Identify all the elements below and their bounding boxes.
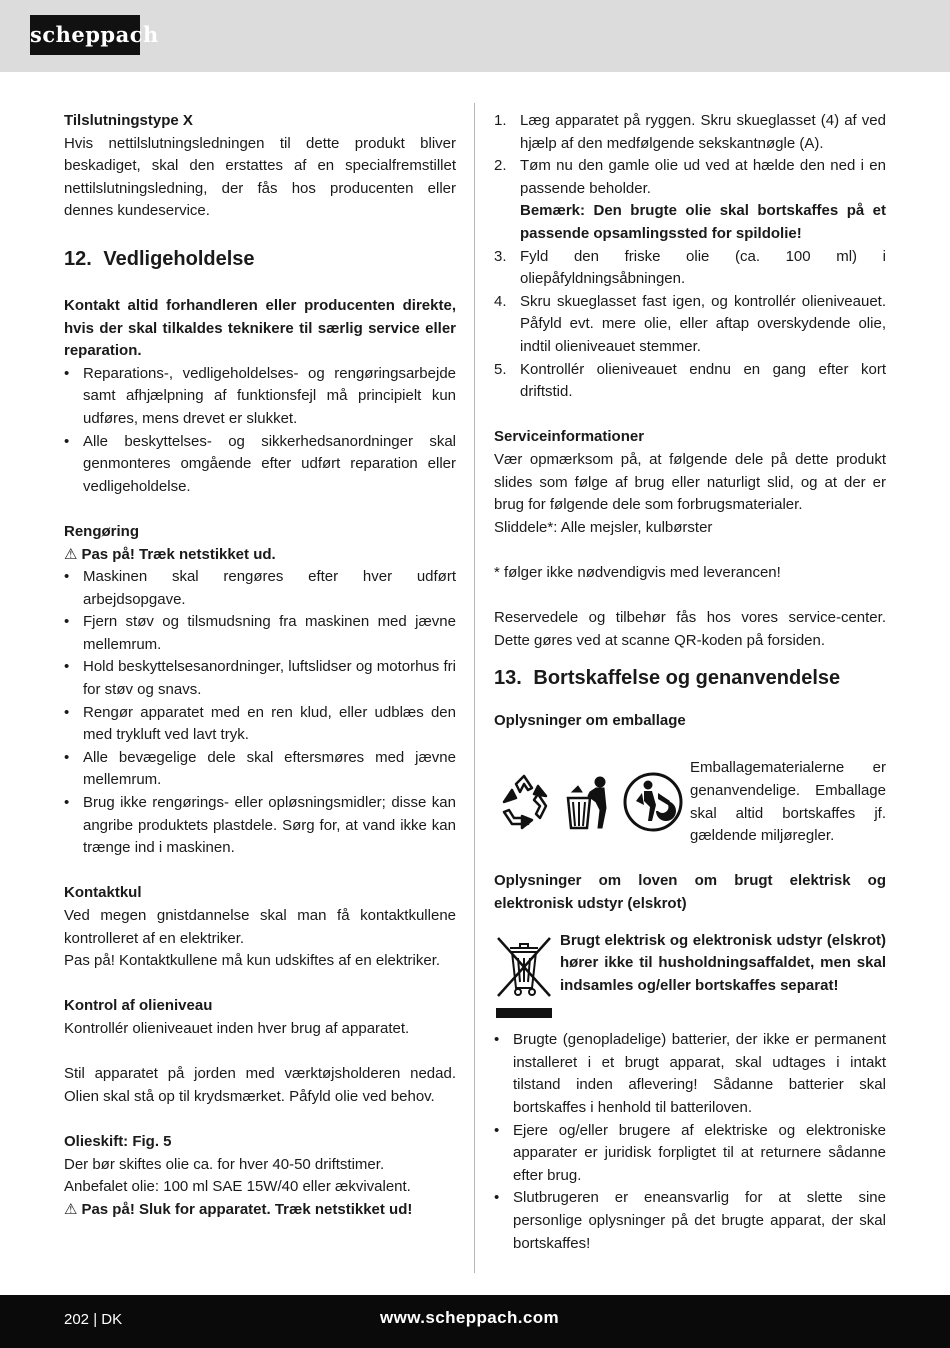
packaging-text: Emballagematerialerne er genanvendelige. Emballage skal altid bortskaffes jf. gældende miljøregler. [690,759,886,845]
step-text: Tøm nu den gamle olie ud ved at hælde den ned i en passende beholder. [520,157,886,197]
step-number: 2. [494,157,507,175]
column-divider [474,103,475,1273]
carbon-brush-title: Kontaktkul [64,884,142,902]
oil-change-recommendation: Anbefalet olie: 100 ml SAE 15W/40 eller ækvivalent. [64,1178,411,1196]
list-item: • Maskinen skal rengøres efter hver udført arbejdsopgave. [64,566,456,611]
section-12-heading [64,245,456,273]
step-number: 1. [494,112,507,129]
maintenance-list [64,363,456,499]
step-item [494,155,886,245]
weee-info [494,930,886,1030]
page-footer [0,1295,950,1348]
scheppach-logo: scheppach [30,15,140,55]
section-number: 12. [64,247,92,270]
cleaning-warning [64,544,456,567]
weee-list [494,1029,886,1255]
service-info-title: Serviceinformationer [494,428,645,446]
carbon-brush-warning: Pas på! Kontaktkullene må kun udskiftes af en elektriker. [64,952,441,970]
list-item: • Alle bevægelige dele skal eftersmøres med jævne mellemrum. [64,747,456,792]
weee-statement: Brugt elektrisk og elektronisk udstyr (elskrot) hører ikke til husholdningsaffaldet, men skal indsamles og/eller bortskaffes separat! [560,931,886,994]
weee-title: Oplysninger om loven om brugt elektrisk og elektronisk udstyr (elskrot) [494,872,886,912]
page-number: 202 | DK [64,1311,123,1328]
packaging-info [494,757,886,847]
list-item: • Ejere og/eller brugere af elektriske og elektroniske apparater er juridisk forpligtet til at returnere sådanne efter brug. [494,1120,886,1188]
section-number: 13. [494,667,522,690]
list-item: • Brug ikke rengørings- eller opløsningsmidler; disse kan angribe produktets plastdele. Sørg for, at vand ikke kan trænge ind i maskinen. [64,792,456,860]
connection-type-text: Hvis nettilslutningsledningen til dette produkt bliver beskadiget, skal den erstattes af en specialfremstillet nettilslutningsledning, der fås hos producenten eller dennes kundeservice. [64,134,456,220]
service-info-text: Vær opmærksom på, at følgende dele på dette produkt slides som følge af brug eller naturligt slid, og at der er brug for følgende dele som forbrugsmaterialer. [494,450,886,514]
list-item: • Hold beskyttelsesanordninger, luftslidser og motorhus fri for støv og snavs. [64,656,456,701]
recycle-icon [494,772,554,832]
page-header [0,0,950,72]
wear-parts: Sliddele*: Alle mejsler, kulbørster [494,518,713,536]
crossed-bin-icon [494,932,554,1022]
warning-text: Pas på! Sluk for apparatet. Træk netstikket ud! [81,1200,413,1218]
footnote: * følger ikke nødvendigvis med leverancen! [494,563,781,581]
step-item [494,291,886,359]
oil-level-instructions: Stil apparatet på jorden med værktøjsholderen nedad. Olien skal stå op til krydsmærket. Påfyld olie ved behov. [64,1065,456,1105]
step-text: Læg apparatet på ryggen. Skru skueglasset (4) af ved hjælp af den medfølgende sekskantnøgle (A). [520,112,886,152]
oil-change-warning [64,1199,456,1222]
section-title: Bortskaffelse og genanvendelse [533,667,841,690]
step-item [494,110,886,155]
left-column [64,110,456,1221]
cleaning-title: Rengøring [64,522,139,540]
warning-triangle-icon: ⚠ [64,545,78,563]
oil-change-steps [494,110,886,404]
warning-triangle-icon: ⚠ [64,1200,78,1218]
oil-change-interval: Der bør skiftes olie ca. for hver 40-50 driftstimer. [64,1155,385,1173]
recycle-person-icon [622,771,684,833]
step-item [494,359,886,404]
cleaning-list [64,566,456,860]
step-item [494,246,886,291]
spare-parts-text: Reservedele og tilbehør fås hos vores service-center. Dette gøres ved at scanne QR-koden på forsiden. [494,609,886,649]
list-item: • Brugte (genopladelige) batterier, der ikke er permanent installeret i et brugt apparat, skal udtages i intakt tilstand inden aflevering! Sådanne batterier skal bortskaffes i henhold til batteriloven. [494,1029,886,1119]
list-item: • Rengør apparatet med en ren klud, eller udblæs den med trykluft ved lavt tryk. [64,702,456,747]
oil-change-title: Olieskift: Fig. 5 [64,1132,172,1150]
tidyman-icon [560,772,616,832]
right-column [494,110,886,1255]
step-text: Kontrollér olieniveauet endnu en gang efter kort driftstid. [520,360,886,401]
list-item: • Alle beskyttelses- og sikkerhedsanordninger skal genmonteres omgående efter udført reparation eller vedligeholdelse. [64,431,456,499]
list-item: • Fjern støv og tilsmudsning fra maskinen med jævne mellemrum. [64,611,456,656]
oil-level-text: Kontrollér olieniveauet inden hver brug af apparatet. [64,1019,410,1037]
step-number: 5. [494,360,507,378]
section-title: Vedligeholdelse [103,247,255,270]
website-link[interactable]: www.scheppach.com [380,1308,560,1327]
weee-icon-wrap [494,930,556,1030]
maintenance-intro: Kontakt altid forhandleren eller producenten direkte, hvis der skal tilkaldes teknikere til særlig service eller reparation. [64,296,456,360]
list-item: • Slutbrugeren er eneansvarlig for at slette sine personlige oplysninger på det brugte apparat, der skal bortskaffes! [494,1187,886,1255]
carbon-brush-text: Ved megen gnistdannelse skal man få kontaktkullene kontrolleret af en elektriker. [64,907,456,947]
step-number: 3. [494,247,507,265]
packaging-icons [494,757,690,847]
step-number: 4. [494,292,507,310]
step-text: Fyld den friske olie (ca. 100 ml) i oliepåfyldningsåbningen. [520,247,886,288]
connection-type-title: Tilslutningstype X [64,112,193,129]
step-text: Skru skueglasset fast igen, og kontrollér olieniveauet. Påfyld evt. mere olie, eller aftap overskydende olie, indtil olieniveauet stemmer. [520,292,886,355]
packaging-title: Oplysninger om emballage [494,712,686,730]
warning-text: Pas på! Træk netstikket ud. [81,545,276,563]
section-13-heading [494,664,886,692]
list-item: • Reparations-, vedligeholdelses- og rengøringsarbejde samt afhjælpning af funktionsfejl må principielt kun udføres, mens drevet er slukket. [64,363,456,431]
step-note: Bemærk: Den brugte olie skal bortskaffes på et passende opsamlingssted for spildolie! [520,202,886,242]
oil-level-title: Kontrol af olieniveau [64,997,213,1015]
